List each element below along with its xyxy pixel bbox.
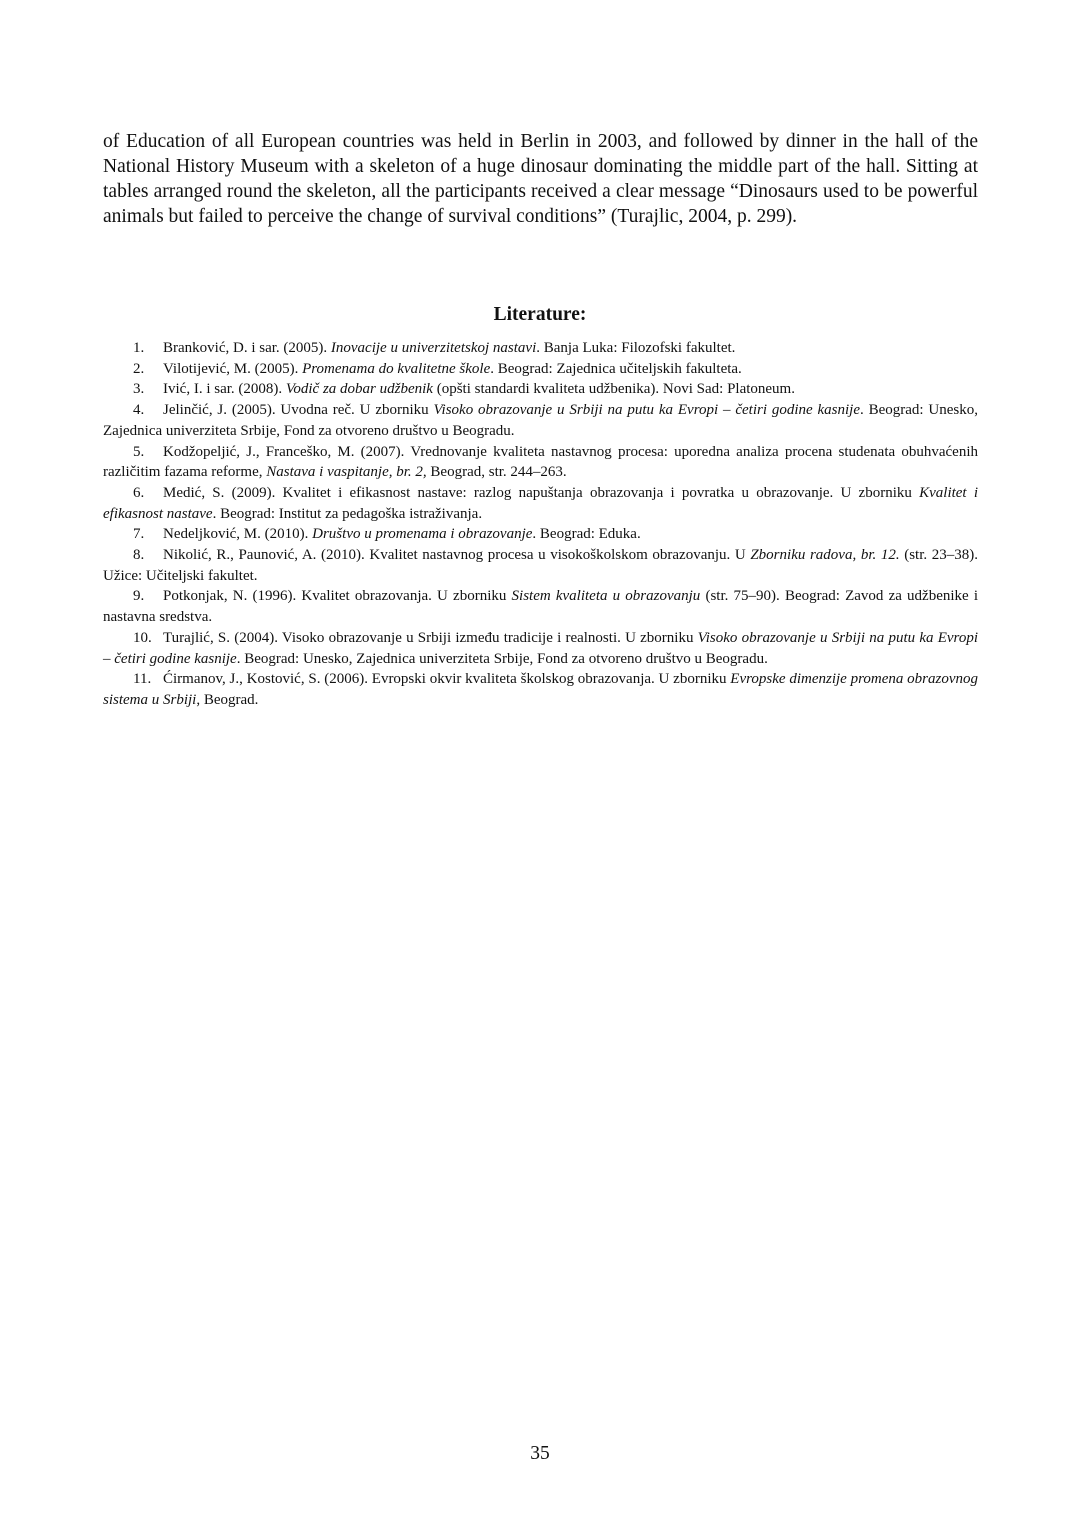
reference-text: (str. 23–38). Užice: Učiteljski fakultet. xyxy=(103,547,978,584)
reference-title: Visoko obrazovanje u Srbiji na putu ka Evropi – četiri godine kasnije xyxy=(433,402,860,419)
reference-number: 1. xyxy=(133,340,145,356)
reference-item xyxy=(103,400,978,441)
reference-number: 2. xyxy=(133,360,145,377)
reference-item xyxy=(103,524,978,545)
reference-text: Vilotijević, M. (2005). xyxy=(163,360,303,377)
reference-title: Kvalitet i efikasnost nastave xyxy=(103,484,978,522)
reference-title: Visoko obrazovanje u Srbiji na putu ka Evropi – četiri godine kasnije xyxy=(103,629,978,667)
reference-title: Zborniku radova, br. 12. xyxy=(750,547,900,564)
reference-text: Ćirmanov, J., Kostović, S. (2006). Evropski okvir kvaliteta školskog obrazovanja. U zborniku xyxy=(163,671,731,688)
intro-paragraph: of Education of all European countries was held in Berlin in 2003, and followed by dinner in the hall of the National History Museum with a skeleton of a huge dinosaur dominating the middle part of the hall. Sitting at tables arranged round the skeleton, all the participants received a clear message “Dinosaurs used to be powerful animals but failed to perceive the change of survival conditions” (Turajlic, 2004, p. 299). xyxy=(103,131,978,227)
reference-title: Sistem kvaliteta u obrazovanju xyxy=(511,588,701,605)
reference-item xyxy=(103,628,978,669)
reference-item xyxy=(103,586,978,627)
reference-item xyxy=(103,338,978,359)
reference-text: Branković, D. i sar. (2005). xyxy=(163,340,331,356)
reference-text: Ivić, I. i sar. (2008). xyxy=(163,381,286,398)
reference-text: Medić, S. (2009). Kvalitet i efikasnost nastave: razlog napuštanja obrazovanja i povratka u obrazovanje. U zborniku xyxy=(163,484,920,501)
reference-item xyxy=(103,483,978,524)
reference-title: Evropske dimenzije promena obrazovnog sistema u Srbiji xyxy=(103,671,978,708)
reference-text: , Beograd. xyxy=(196,691,259,708)
reference-number: 11. xyxy=(133,671,152,688)
reference-text: Nikolić, R., Paunović, A. (2010). Kvalitet nastavnog procesa u visokoškolskom obrazovanju. U xyxy=(163,547,751,564)
reference-number: 7. xyxy=(133,526,145,543)
reference-number: 5. xyxy=(133,443,145,460)
reference-title: Društvo u promenama i obrazovanje xyxy=(312,526,533,543)
reference-number: 8. xyxy=(133,547,145,564)
reference-number: 6. xyxy=(133,484,145,501)
reference-text: . Beograd: Eduka. xyxy=(532,526,641,543)
reference-text: . Beograd: Unesko, Zajednica univerziteta Srbije, Fond za otvoreno društvo u Beogradu. xyxy=(236,650,768,667)
page-number: 35 xyxy=(530,1443,550,1464)
reference-item xyxy=(103,442,978,483)
reference-text: . Beograd: Institut za pedagoška istraživanja. xyxy=(212,505,483,522)
reference-number: 9. xyxy=(133,588,145,605)
reference-text: Nedeljković, M. (2010). xyxy=(163,526,313,543)
reference-text: Kodžopeljić, J., Francеško, M. (2007). Vrednovanje kvaliteta nastavnog procesa: uporedna analiza procena studenata obuhvaćenih različitim fazama reforme, xyxy=(103,443,978,481)
reference-title: Inovacije u univerzitetskoj nastavi xyxy=(330,340,537,356)
reference-text: . Beograd: Unesko, Zajednica univerziteta Srbije, Fond za otvoreno društvo u Beogradu. xyxy=(103,402,978,439)
reference-title: Vodič za dobar udžbenik xyxy=(285,381,433,398)
reference-text: . Beograd: Zajednica učiteljskih fakulteta. xyxy=(490,360,742,377)
reference-number: 4. xyxy=(133,402,145,419)
reference-item xyxy=(103,669,978,710)
reference-text: (opšti standardi kvaliteta udžbenika). Novi Sad: Platoneum. xyxy=(432,381,795,398)
reference-item xyxy=(103,545,978,586)
reference-text: (str. 75–90). Beograd: Zavod za udžbenike i nastavna sredstva. xyxy=(103,588,979,626)
literature-heading: Literature: xyxy=(493,304,587,325)
reference-number: 10. xyxy=(133,629,152,646)
reference-item xyxy=(103,359,978,380)
reference-title: Promenama do kvalitetne škole xyxy=(302,360,491,377)
reference-text: Turajlić, S. (2004). Visoko obrazovanje u Srbiji između tradicije i realnosti. U zborniku xyxy=(163,629,698,646)
reference-list xyxy=(103,338,978,711)
reference-text: Beograd, str. 244–263. xyxy=(426,464,567,481)
reference-text: . Banja Luka: Filozofski fakultet. xyxy=(536,340,736,356)
reference-text: Jelinčić, J. (2005). Uvodna reč. U zborniku xyxy=(163,402,434,419)
reference-item xyxy=(103,379,978,400)
reference-title: Nastava i vaspitanje, br. 2, xyxy=(266,464,427,481)
reference-text: Potkonjak, N. (1996). Kvalitet obrazovanja. U zborniku xyxy=(163,588,512,605)
reference-number: 3. xyxy=(133,381,145,398)
